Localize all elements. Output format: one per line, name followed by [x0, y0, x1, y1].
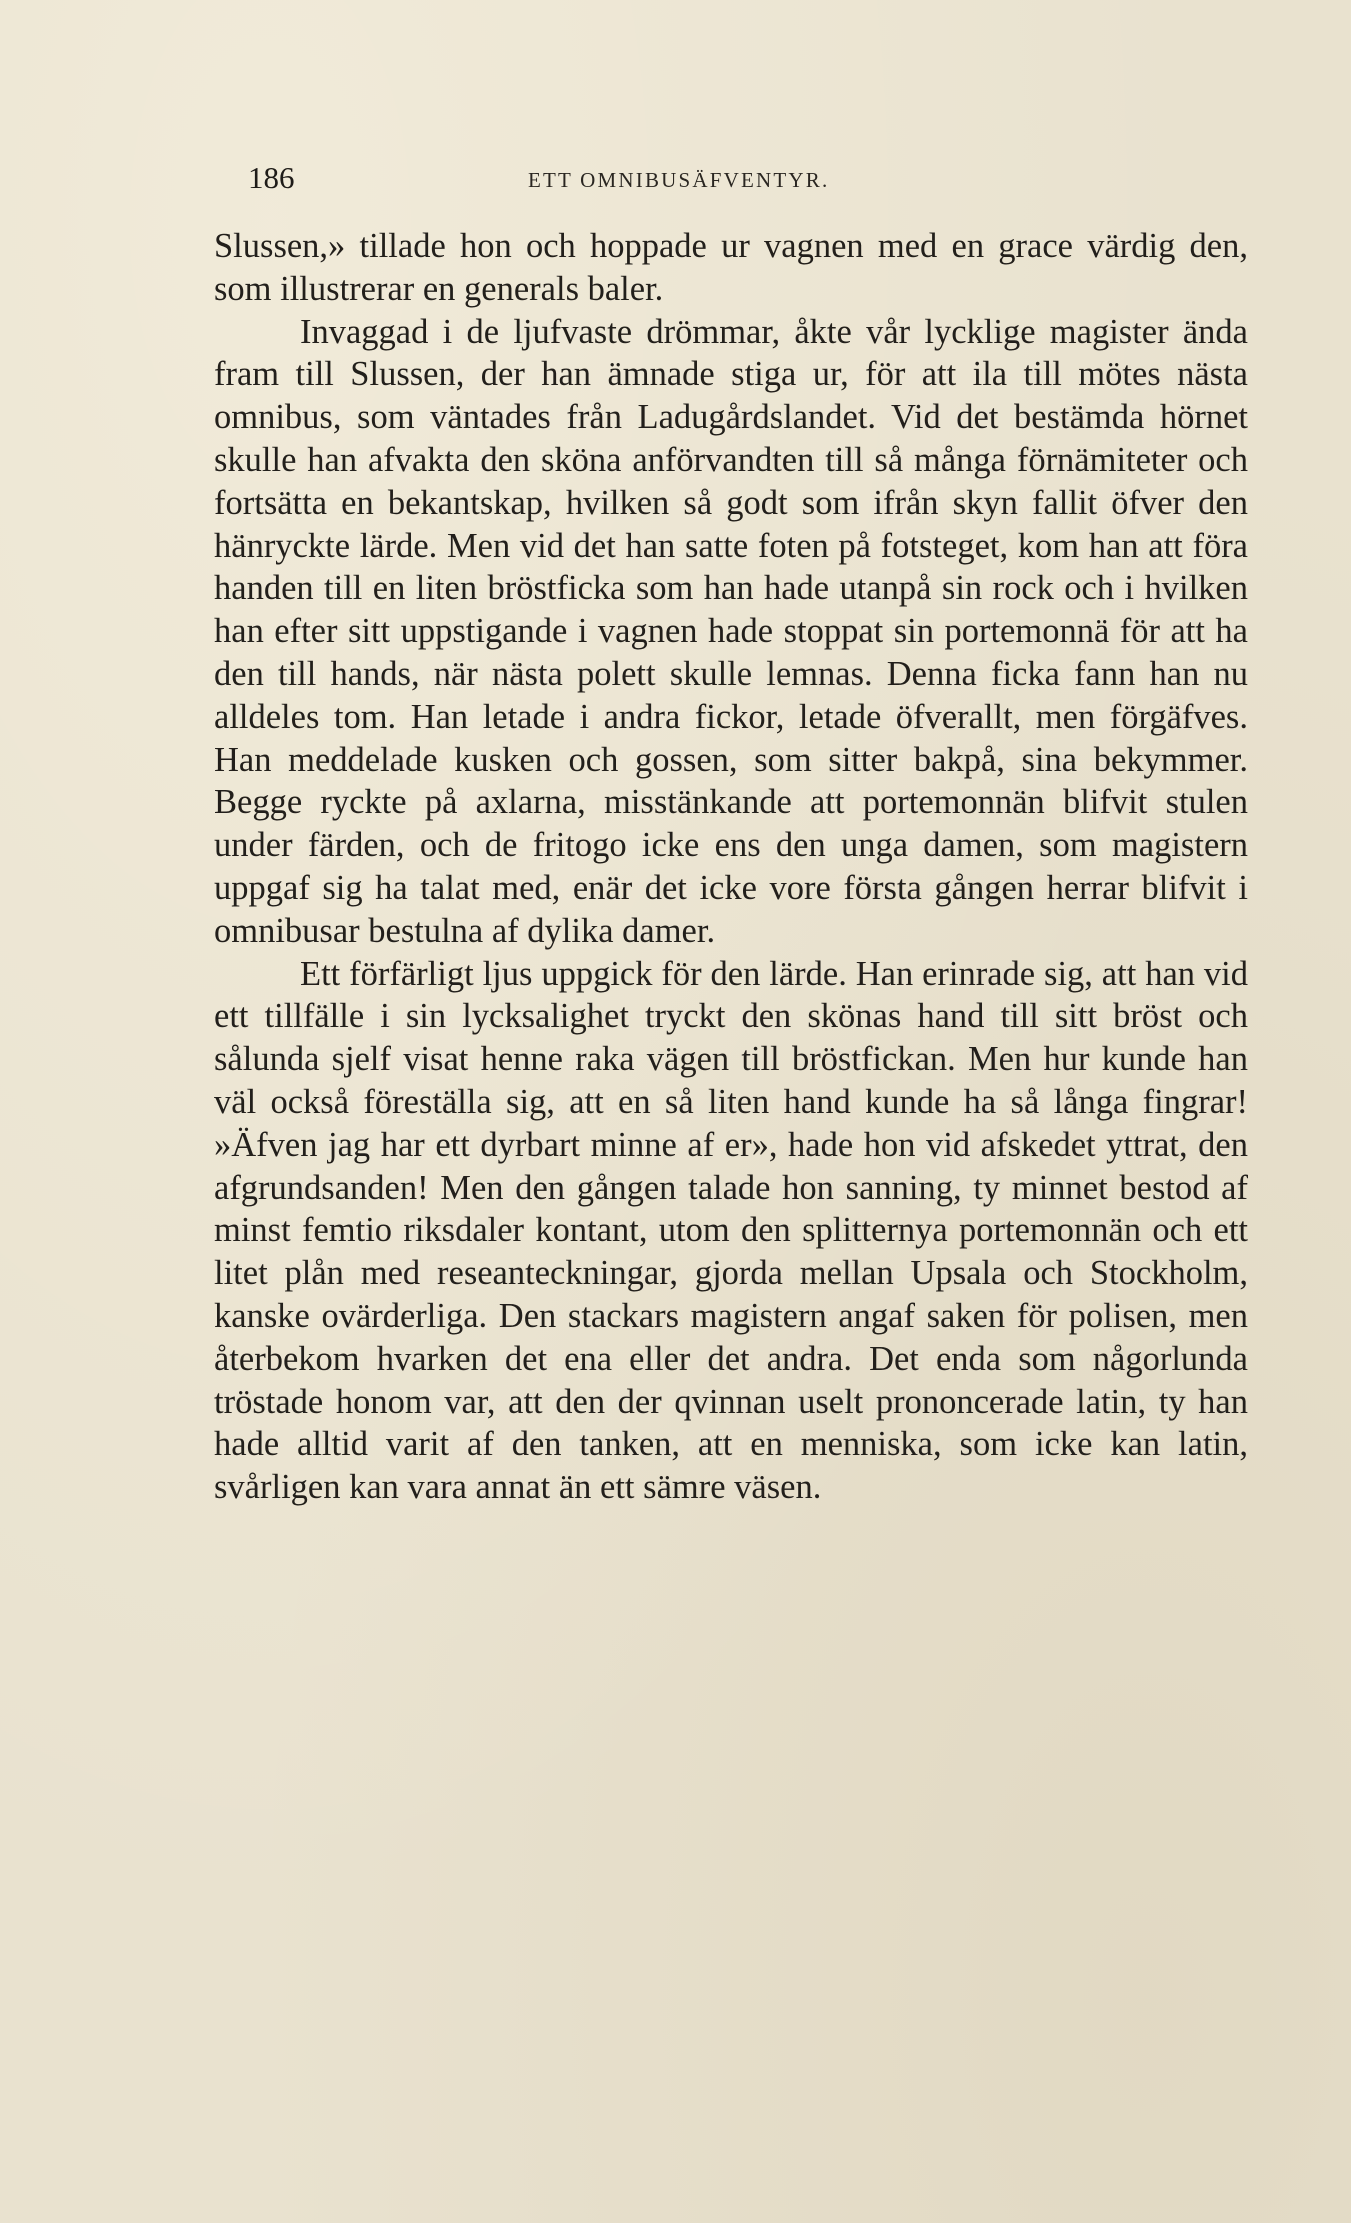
paragraph-1: Slussen,» tillade hon och hoppade ur vagnen med en grace värdig den, som illustrerar en generals baler.	[214, 227, 1248, 308]
body-text	[214, 225, 1248, 1509]
paragraph-3: Ett förfärligt ljus uppgick för den lärde. Han erinrade sig, att han vid ett tillfälle i sin lycksalighet tryckt den skönas hand till sitt bröst och sålunda sjelf visat henne raka vägen till bröstfickan. Men hur kunde han väl också föreställa sig, att en så liten hand kunde ha så långa fingrar! »Äfven jag har ett dyrbart minne af er», hade hon vid afskedet yttrat, den afgrundsanden! Men den gången talade hon sanning, ty minnet bestod af minst femtio riksdaler kontant, utom den splitternya portemonnän och ett litet plån med reseanteckningar, gjorda mellan Upsala och Stockholm, kanske ovärderliga. Den stackars magistern angaf saken för polisen, men återbekom hvarken det ena eller det andra. Det enda som någorlunda tröstade honom var, att den der qvinnan uselt prononcerade latin, ty han hade alltid varit af den tanken, att en menniska, som icke kan latin, svårligen kan vara annat än ett sämre väsen.	[214, 954, 1248, 1507]
running-title: ETT OMNIBUSÄFVENTYR.	[528, 168, 830, 192]
paragraph-2: Invaggad i de ljufvaste drömmar, åkte vår lycklige magister ända fram till Slussen, der han ämnade stiga ur, för att ila till mötes nästa omnibus, som väntades från Ladugårdslandet. Vid det bestämda hörnet skulle han afvakta den sköna anförvandten till så många förnämiteter och fortsätta en bekantskap, hvilken så godt som ifrån skyn fallit öfver den hänryckte lärde. Men vid det han satte foten på fotsteget, kom han att föra handen till en liten bröstficka som han hade utanpå sin rock och i hvilken han efter sitt uppstigande i vagnen hade stoppat sin portemonnä för att ha den till hands, när nästa polett skulle lemnas. Denna ficka fann han nu alldeles tom. Han letade i andra fickor, letade öfverallt, men förgäfves. Han meddelade kusken och gossen, som sitter bakpå, sina bekymmer. Begge ryckte på axlarna, misstänkande att portemonnän blifvit stulen under färden, och de fritogo icke ens den unga damen, som magistern uppgaf sig ha talat med, enär det icke vore första gången herrar blifvit i omnibusar bestulna af dylika damer.	[214, 312, 1248, 950]
page-number: 186	[248, 160, 295, 195]
running-head	[248, 158, 1228, 198]
